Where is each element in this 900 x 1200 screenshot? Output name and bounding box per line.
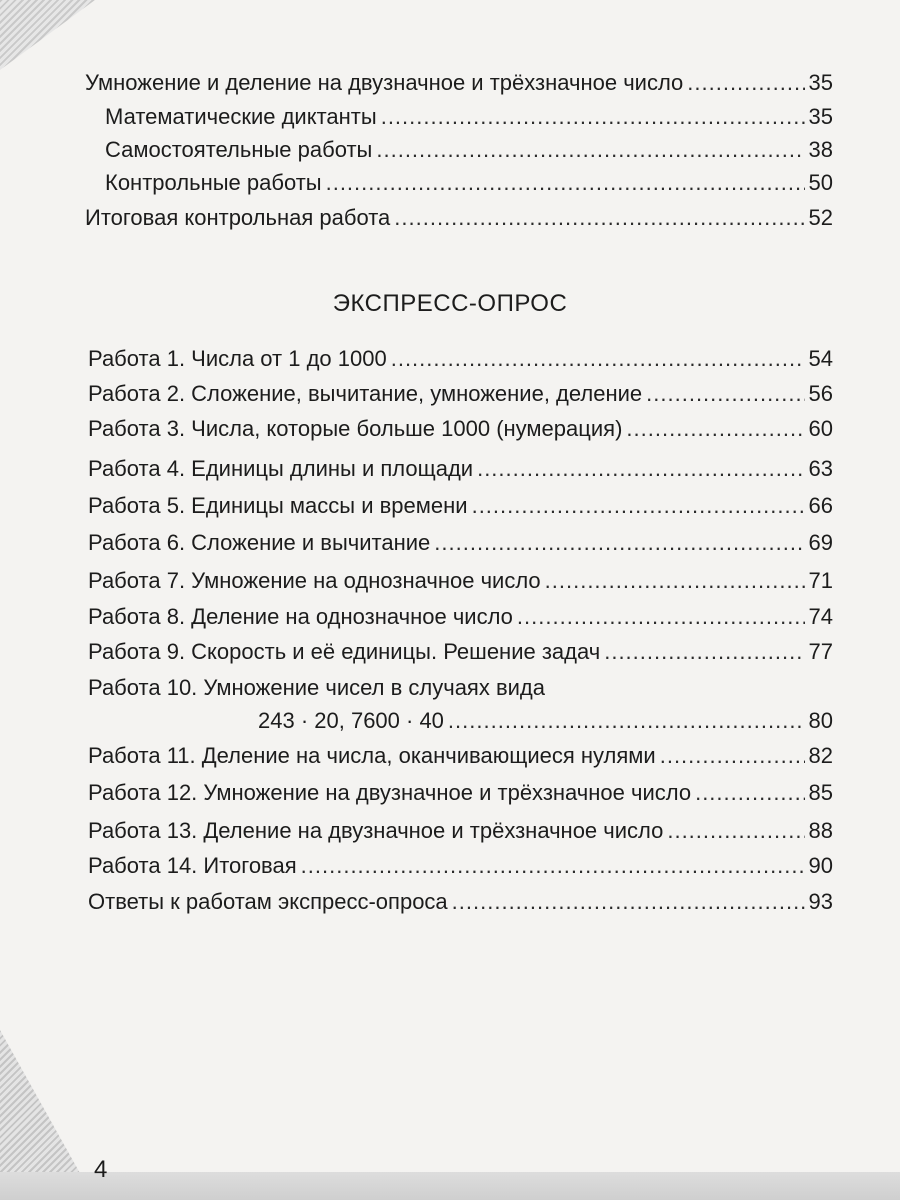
toc-entry-label: Работа 11. Деление на числа, оканчивающиеся нулями: [88, 743, 656, 768]
toc-leader-dots: [695, 780, 804, 806]
toc-entry[interactable]: [88, 743, 833, 769]
toc-leader-dots: [391, 346, 805, 372]
toc-entry[interactable]: [105, 137, 833, 163]
toc-entry-page: 60: [808, 416, 833, 441]
toc-entry[interactable]: [258, 708, 833, 734]
toc-entry[interactable]: [88, 530, 833, 556]
toc-entry-label: Контрольные работы: [105, 170, 322, 195]
toc-entry-page: 52: [808, 205, 833, 230]
toc-entry-label: Работа 8. Деление на однозначное число: [88, 604, 513, 629]
toc-entry-label: Умножение и деление на двузначное и трёхзначное число: [85, 70, 684, 95]
toc-entry[interactable]: [88, 818, 833, 844]
section-heading: ЭКСПРЕСС-ОПРОС: [332, 290, 568, 317]
toc-entry-continuation: 243 · 20, 7600 · 40: [258, 708, 444, 733]
toc-entry[interactable]: [88, 853, 833, 879]
toc-entry[interactable]: [88, 780, 833, 806]
toc-entry[interactable]: [88, 604, 833, 630]
toc-leader-dots: [448, 708, 805, 734]
toc-entry-page: 35: [808, 70, 833, 95]
toc-leader-dots: [301, 853, 805, 879]
toc-leader-dots: [394, 205, 804, 231]
toc-entry-page: 54: [808, 346, 833, 371]
toc-entry[interactable]: [85, 70, 833, 96]
toc-entry-page: 50: [808, 170, 833, 195]
toc-entry-label: Работа 4. Единицы длины и площади: [88, 456, 474, 481]
scan-shadow-bottom: [0, 1172, 900, 1200]
toc-entry[interactable]: [88, 346, 833, 372]
toc-entry-label: Работа 3. Числа, которые больше 1000 (нумерация): [88, 416, 623, 441]
toc-leader-dots: [660, 743, 805, 769]
toc-entry-page: 74: [808, 604, 833, 629]
toc-entry-label: Ответы к работам экспресс-опроса: [88, 889, 448, 914]
toc-entry[interactable]: [88, 639, 833, 665]
toc-entry[interactable]: [88, 889, 833, 915]
toc-entry[interactable]: [88, 456, 833, 482]
toc-leader-dots: [381, 104, 805, 130]
toc-entry-label: Работа 10. Умножение чисел в случаях вида: [88, 675, 546, 700]
toc-entry[interactable]: [105, 104, 833, 130]
toc-entry-label: Работа 1. Числа от 1 до 1000: [88, 346, 387, 371]
toc-entry-page: 63: [808, 456, 833, 481]
scan-shadow-top-left: [0, 0, 95, 70]
toc-entry-label: Работа 5. Единицы массы и времени: [88, 493, 468, 518]
toc-entry-page: 80: [808, 708, 833, 733]
toc-entry-label: Работа 9. Скорость и её единицы. Решение задач: [88, 639, 601, 664]
toc-entry[interactable]: [88, 416, 833, 442]
toc-entry[interactable]: [88, 381, 833, 407]
toc-entry-page: 90: [808, 853, 833, 878]
toc-entry[interactable]: [85, 205, 833, 231]
toc-leader-dots: [452, 889, 805, 915]
toc-leader-dots: [434, 530, 804, 556]
toc-entry-page: 88: [808, 818, 833, 843]
toc-entry-label: Самостоятельные работы: [105, 137, 373, 162]
toc-entry-page: 71: [808, 568, 833, 593]
toc-leader-dots: [376, 137, 804, 163]
toc-entry-page: 56: [808, 381, 833, 406]
toc-entry-page: 66: [808, 493, 833, 518]
toc-entry[interactable]: [105, 170, 833, 196]
toc-entry-label: Работа 12. Умножение на двузначное и трёхзначное число: [88, 780, 692, 805]
toc-entry-label: Работа 7. Умножение на однозначное число: [88, 568, 541, 593]
toc-entry-page: 82: [808, 743, 833, 768]
toc-entry-page: 77: [808, 639, 833, 664]
toc-entry-label: Работа 2. Сложение, вычитание, умножение, деление: [88, 381, 643, 406]
toc-entry-label: Работа 6. Сложение и вычитание: [88, 530, 431, 555]
toc-entry-page: 85: [808, 780, 833, 805]
toc-entry-page: 93: [808, 889, 833, 914]
toc-leader-dots: [646, 381, 804, 407]
toc-leader-dots: [472, 493, 805, 519]
toc-entry-label: Работа 14. Итоговая: [88, 853, 297, 878]
toc-entry[interactable]: [88, 568, 833, 594]
toc-leader-dots: [687, 70, 804, 96]
toc-entry-page: 69: [808, 530, 833, 555]
toc-entry[interactable]: [88, 493, 833, 519]
toc-leader-dots: [604, 639, 804, 665]
toc-entry-label: Работа 13. Деление на двузначное и трёхзначное число: [88, 818, 664, 843]
toc-leader-dots: [667, 818, 804, 844]
toc-leader-dots: [626, 416, 804, 442]
toc-leader-dots: [326, 170, 805, 196]
toc-leader-dots: [545, 568, 805, 594]
toc-leader-dots: [517, 604, 805, 630]
page-number: 4: [94, 1156, 108, 1183]
toc-entry-label: Итоговая контрольная работа: [85, 205, 391, 230]
toc-entry-label: Математические диктанты: [105, 104, 377, 129]
toc-leader-dots: [477, 456, 804, 482]
toc-entry-page: 38: [808, 137, 833, 162]
toc-entry-page: 35: [808, 104, 833, 129]
